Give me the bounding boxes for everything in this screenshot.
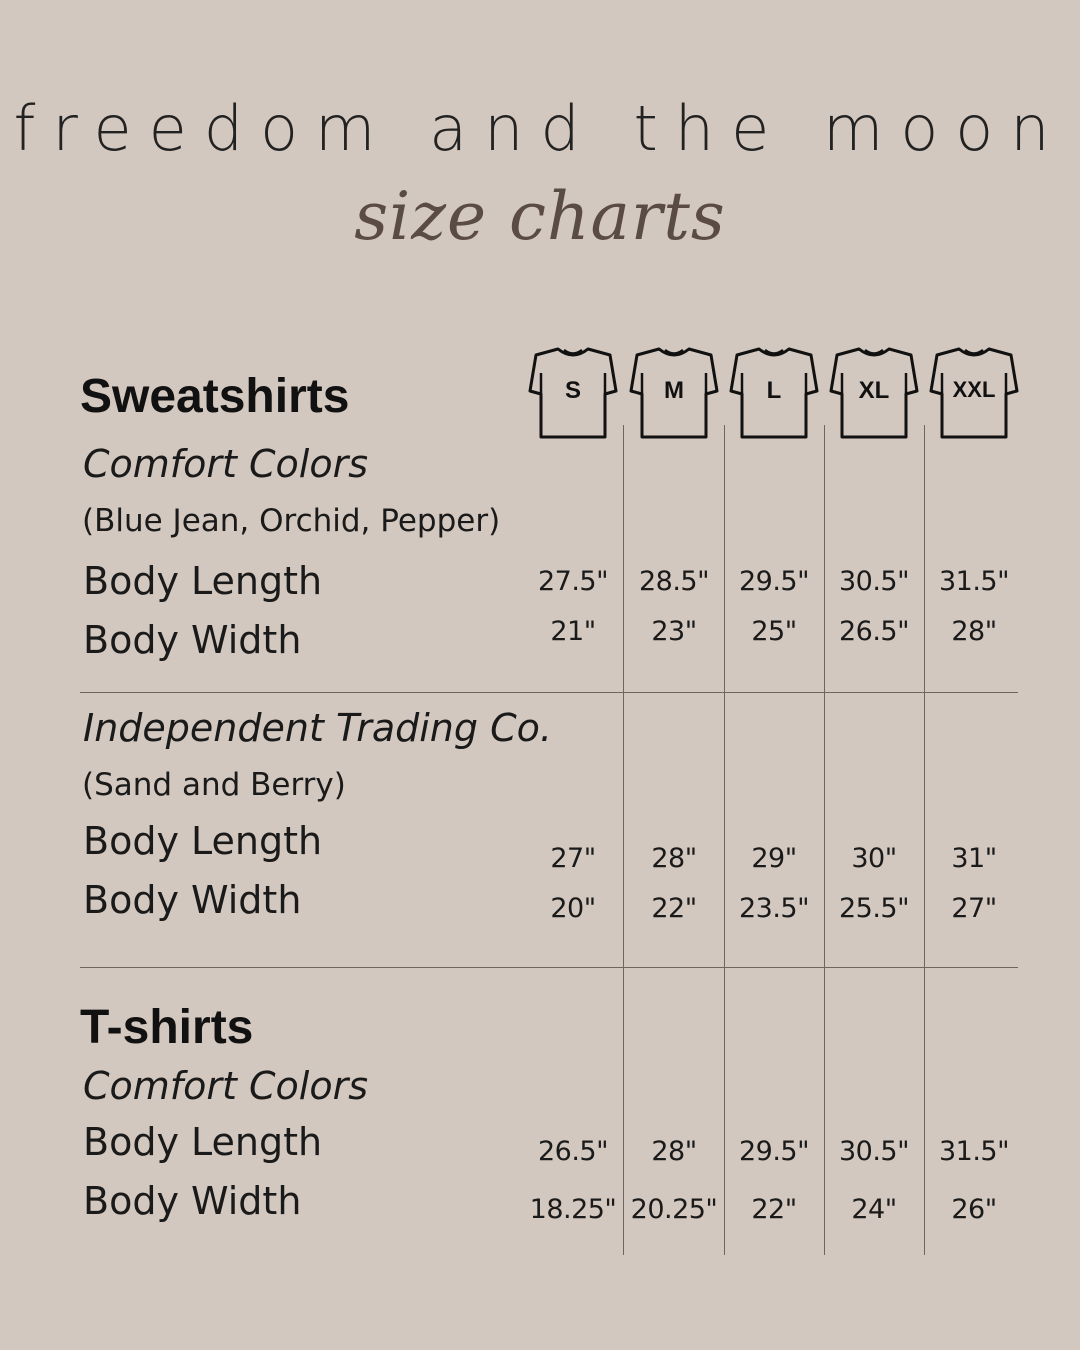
section-divider <box>80 967 1018 968</box>
measurement-value: 26.5" <box>537 1136 609 1167</box>
brand-label: Comfort Colors <box>83 1064 369 1108</box>
measurement-value: 28" <box>651 843 697 874</box>
row-label-body-width: Body Width <box>83 618 302 662</box>
measurement-value: 20.25" <box>630 1194 718 1225</box>
section-heading-sweatshirts: Sweatshirts <box>80 370 350 423</box>
shirt-icon <box>528 343 618 441</box>
measurement-value: 27" <box>951 893 997 924</box>
measurement-value: 30.5" <box>838 566 910 597</box>
measurement-value: 23" <box>651 616 697 647</box>
measurement-value: 29" <box>751 843 797 874</box>
measurement-value: 28" <box>651 1136 697 1167</box>
subtitle: size charts <box>354 178 726 255</box>
measurement-value: 31.5" <box>938 1136 1010 1167</box>
brand-label: Independent Trading Co. <box>83 706 552 750</box>
measurement-value: 29.5" <box>738 1136 810 1167</box>
row-label-body-length: Body Length <box>83 819 323 863</box>
measurement-value: 23.5" <box>738 893 810 924</box>
measurement-value: 24" <box>851 1194 897 1225</box>
row-label-body-width: Body Width <box>83 878 302 922</box>
section-divider <box>80 692 1018 693</box>
shirt-icon <box>829 343 919 441</box>
measurement-value: 20" <box>550 893 596 924</box>
measurement-value: 30.5" <box>838 1136 910 1167</box>
column-divider <box>824 425 825 1255</box>
measurement-value: 28" <box>951 616 997 647</box>
measurement-value: 28.5" <box>638 566 710 597</box>
measurement-value: 21" <box>550 616 596 647</box>
measurement-value: 25.5" <box>838 893 910 924</box>
measurement-value: 29.5" <box>738 566 810 597</box>
measurement-value: 26.5" <box>838 616 910 647</box>
measurement-value: 31.5" <box>938 566 1010 597</box>
column-divider <box>924 425 925 1255</box>
measurement-value: 18.25" <box>529 1194 617 1225</box>
measurement-value: 31" <box>951 843 997 874</box>
shirt-icon <box>629 343 719 441</box>
color-options: (Blue Jean, Orchid, Pepper) <box>82 503 501 539</box>
row-label-body-length: Body Length <box>83 1120 323 1164</box>
measurement-value: 22" <box>751 1194 797 1225</box>
size-label: S <box>564 377 581 404</box>
measurement-value: 26" <box>951 1194 997 1225</box>
size-label: M <box>664 377 684 404</box>
measurement-value: 30" <box>851 843 897 874</box>
shirt-icon <box>929 343 1019 441</box>
measurement-value: 25" <box>751 616 797 647</box>
measurement-value: 22" <box>651 893 697 924</box>
row-label-body-width: Body Width <box>83 1179 302 1223</box>
size-label: XXL <box>952 377 996 402</box>
column-divider <box>724 425 725 1255</box>
measurement-value: 27.5" <box>537 566 609 597</box>
brand-label: Comfort Colors <box>83 442 369 486</box>
column-divider <box>623 425 624 1255</box>
size-label: L <box>766 377 782 404</box>
shirt-icon <box>729 343 819 441</box>
measurement-value: 27" <box>550 843 596 874</box>
brand-title: freedom and the moon <box>13 92 1067 165</box>
size-label: XL <box>858 377 890 404</box>
color-options: (Sand and Berry) <box>82 767 346 803</box>
section-heading-tshirts: T-shirts <box>80 1001 254 1054</box>
row-label-body-length: Body Length <box>83 559 323 603</box>
